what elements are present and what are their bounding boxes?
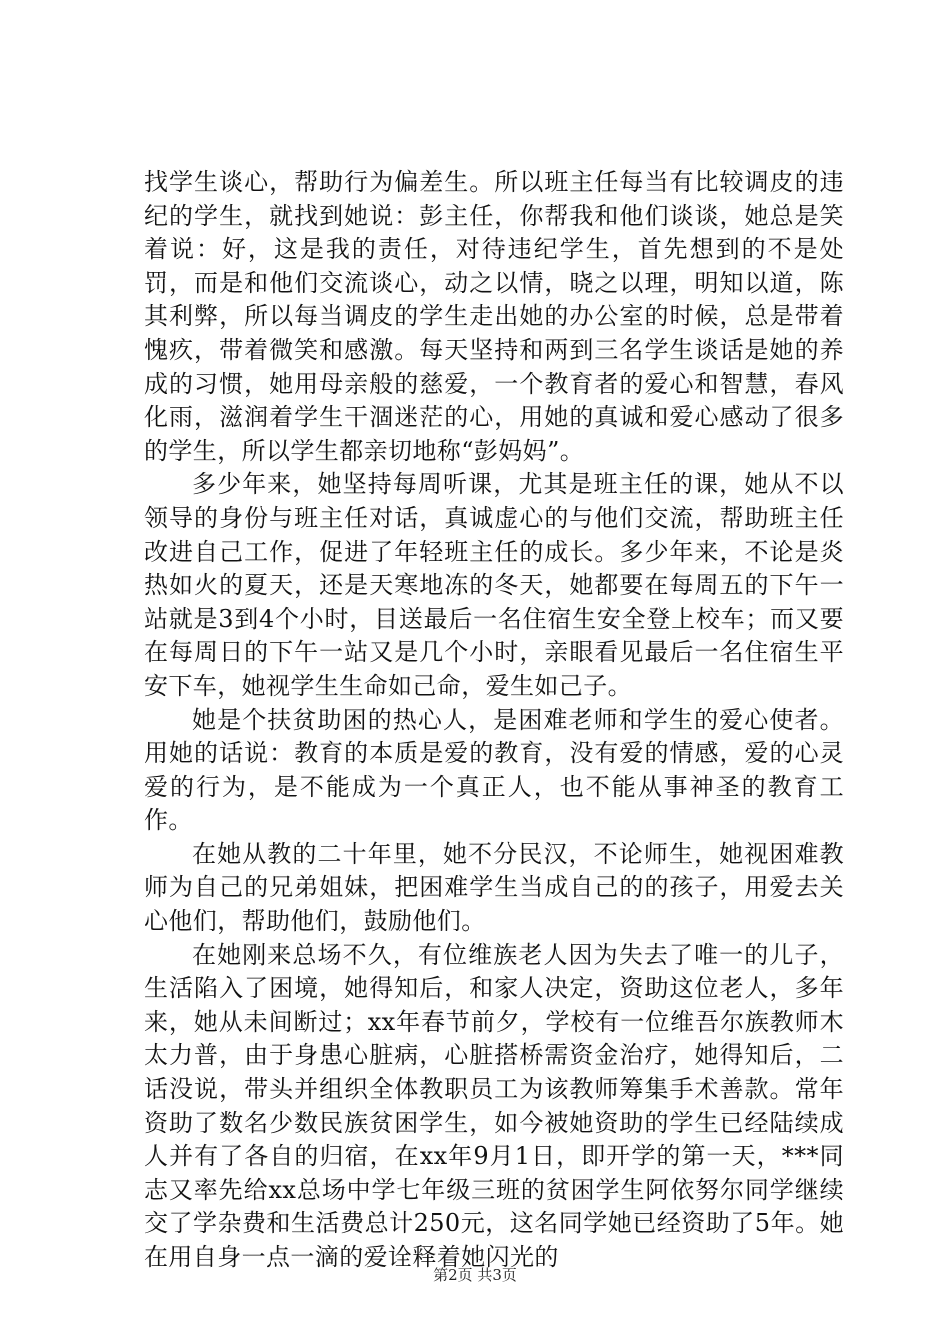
paragraph-2: 多少年来，她坚持每周听课，尤其是班主任的课，她从不以领导的身份与班主任对话，真诚虚心的与他们交流，帮助班主任改进自己工作，促进了年轻班主任的成长。多少年来，不论是炎热如火的夏天，还是天寒地冻的冬天，她都要在每周五的下午一站就是3到4个小时，目送最后一名住宿生安全登上校车；而又要在每周日的下午一站又是几个小时，亲眼看见最后一名住宿生平安下车，她视学生生命如己命，爱生如己子。: [144, 470, 844, 700]
document-body: [144, 166, 844, 1275]
paragraph-3: 她是个扶贫助困的热心人，是困难老师和学生的爱心使者。用她的话说：教育的本质是爱的教育，没有爱的情感，爱的心灵爱的行为，是不能成为一个真正人，也不能从事神圣的教育工作。: [144, 705, 844, 835]
paragraph-1: 找学生谈心，帮助行为偏差生。所以班主任每当有比较调皮的违纪的学生，就找到她说：彭主任，你帮我和他们谈谈，她总是笑着说：好，这是我的责任，对待违纪学生，首先想到的不是处罚，而是和他们交流谈心，动之以情，晓之以理，明知以道，陈其利弊，所以每当调皮的学生走出她的办公室的时候，总是带着愧疚，带着微笑和感激。每天坚持和两到三名学生谈话是她的养成的习惯，她用母亲般的慈爱，一个教育者的爱心和智慧，春风化雨，滋润着学生干涸迷茫的心，用她的真诚和爱心感动了很多的学生，所以学生都亲切地称“彭妈妈”。: [144, 168, 844, 465]
page-number-footer: 第2页 共3页: [433, 1266, 517, 1284]
paragraph-5: 在她刚来总场不久，有位维族老人因为失去了唯一的儿子，生活陷入了困境，她得知后，和家人决定，资助这位老人，多年来，她从未间断过；xx年春节前夕，学校有一位维吾尔族教师木太力普，由于身患心脏病，心脏搭桥需资金治疗，她得知后，二话没说，带头并组织全体教职员工为该教师筹集手术善款。常年资助了数名少数民族贫困学生，如今被她资助的学生已经陆续成人并有了各自的归宿，在xx年9月1日，即开学的第一天，***同志又率先给xx总场中学七年级三班的贫困学生阿依努尔同学继续交了学杂费和生活费总计250元，这名同学她已经资助了5年。她在用自身一点一滴的爱诠释着她闪光的: [144, 940, 844, 1271]
paragraph-4: 在她从教的二十年里，她不分民汉，不论师生，她视困难教师为自己的兄弟姐妹，把困难学生当成自己的的孩子，用爱去关心他们，帮助他们，鼓励他们。: [144, 839, 844, 936]
